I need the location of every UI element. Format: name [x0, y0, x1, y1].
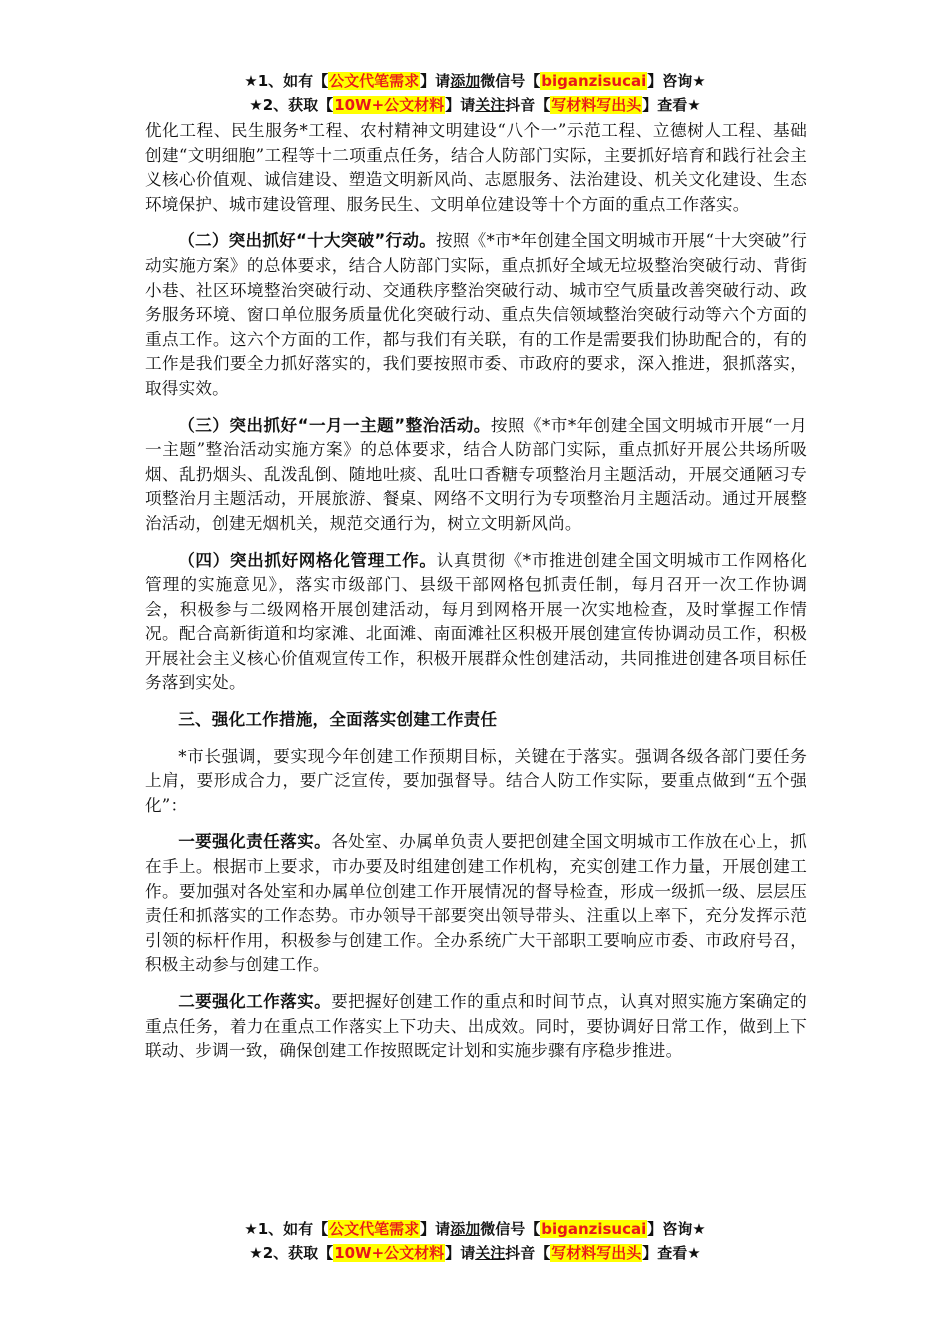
paragraph [145, 830, 807, 978]
promo-underline: 关注 [475, 96, 506, 114]
paragraph-text: 各处室、办属单负责人要把创建全国文明城市工作放在心上，抓在手上。根据市上要求，市办要及时组建创建工作机构，充实创建工作力量，开展创建工作。要加强对各处室和办属单位创建工作开展情况的督导检查，形成一级抓一级、层层压责任和抓落实的工作态势。市办领导干部要突出领导带头、注重以上率下，充分发挥示范引领的标杆作用，积极参与创建工作。全办系统广大干部职工要响应市委、市政府号召，积极主动参与创建工作。 [145, 832, 807, 975]
paragraph [145, 549, 807, 697]
promo-text: ★2、获取【 [249, 96, 334, 114]
promo-text: 微信号【 [480, 1220, 541, 1238]
promo-highlight: 10W+公文材料 [334, 96, 445, 114]
promo-highlight: 公文代笔需求 [329, 1220, 420, 1238]
top-promo-banner [0, 69, 950, 117]
paragraph-text: 要把握好创建工作的重点和时间节点，认真对照实施方案确定的重点任务，着力在重点工作落实上下功夫、出成效。同时，要协调好日常工作，做到上下联动、步调一致，确保创建工作按照既定计划和实施步骤有序稳步推进。 [145, 992, 807, 1061]
promo-wechat-id: biganzisucai [541, 1220, 647, 1238]
paragraph-text: 按照《*市*年创建全国文明城市开展“十大突破”行动实施方案》的总体要求，结合人防部门实际，重点抓好全域无垃圾整治突破行动、背街小巷、社区环境整治突破行动、交通秩序整治突破行动、城市空气质量改善突破行动、政务服务环境、窗口单位服务质量优化突破行动、重点失信领域整治突破行动等六个方面的重点工作。这六个方面的工作，都与我们有关联，有的工作是需要我们协助配合的，有的工作是我们要全力抓好落实的，我们要按照市委、市政府的要求，深入推进，狠抓落实，取得实效。 [145, 231, 808, 398]
promo-douyin-id: 写材料写出头 [551, 1244, 642, 1262]
bottom-promo-banner [0, 1217, 950, 1265]
paragraph-heading: （四）突出抓好网格化管理工作。 [178, 550, 437, 570]
promo-underline: 添加 [450, 72, 481, 90]
paragraph: *市长强调，要实现今年创建工作预期目标，关键在于落实。强调各级各部门要任务上肩，要形成合力，要广泛宣传，要加强督导。结合人防工作实际，要重点做到“五个强化”： [145, 746, 807, 815]
promo-text: 】咨询★ [647, 1220, 706, 1238]
promo-text: 抖音【 [505, 1244, 551, 1262]
promo-underline: 关注 [475, 1244, 506, 1262]
paragraph-heading: 二要强化工作落实。 [178, 992, 332, 1011]
section-heading: 三、强化工作措施，全面落实创建工作责任 [178, 710, 498, 730]
paragraph-text: 认真贯彻《*市推进创建全国文明城市工作网格化管理的实施意见》，落实市级部门、县级干部网格包抓责任制，每月召开一次工作协调会，积极参与二级网格开展创建活动，每月到网格开展一次实地检查，及时掌握工作情况。配合高新街道和均家滩、北面滩、南面滩社区积极开展创建宣传协调动员工作，积极开展社会主义核心价值观宣传工作，积极开展群众性创建活动，共同推进创建各项目标任务落到实处。 [145, 550, 807, 693]
promo-text: ★1、如有【 [244, 72, 329, 90]
paragraph [145, 990, 807, 1064]
document-body [145, 119, 807, 1076]
promo-line-1 [0, 69, 950, 93]
promo-douyin-id: 写材料写出头 [551, 96, 642, 114]
paragraph [145, 229, 807, 401]
promo-text: ★1、如有【 [244, 1220, 329, 1238]
paragraph-heading: （三）突出抓好“一月一主题”整治活动。 [178, 415, 491, 435]
promo-highlight: 公文代笔需求 [329, 72, 420, 90]
paragraph-text: 按照《*市*年创建全国文明城市开展“一月一主题”整治活动实施方案》的总体要求，结合人防部门实际，重点抓好开展公共场所吸烟、乱扔烟头、乱泼乱倒、随地吐痰、乱吐口香糖专项整治月主题活动，开展交通陋习专项整治月主题活动，开展旅游、餐桌、网络不文明行为专项整治月主题活动。通过开展整治活动，创建无烟机关，规范交通行为，树立文明新风尚。 [145, 415, 807, 533]
promo-wechat-id: biganzisucai [541, 72, 647, 90]
promo-line-1 [0, 1217, 950, 1241]
paragraph-heading: 一要强化责任落实。 [178, 832, 332, 852]
promo-underline: 添加 [450, 1220, 481, 1238]
promo-text: 】查看★ [642, 96, 701, 114]
promo-line-2 [0, 1241, 950, 1265]
promo-text: 】请 [445, 96, 476, 114]
promo-text: 】请 [420, 1220, 451, 1238]
promo-text: 】请 [445, 1244, 476, 1262]
paragraph: 优化工程、民生服务*工程、农村精神文明建设“八个一”示范工程、立德树人工程、基础创建“文明细胞”工程等十二项重点任务，结合人防部门实际，主要抓好培育和践行社会主义核心价值观、诚信建设、塑造文明新风尚、志愿服务、法治建设、机关文化建设、生态环境保护、城市建设管理、服务民生、文明单位建设等十个方面的重点工作落实。 [145, 121, 807, 214]
paragraph-heading: （二）突出抓好“十大突破”行动。 [178, 231, 437, 251]
promo-highlight: 10W+公文材料 [334, 1244, 445, 1262]
paragraph [145, 414, 807, 537]
promo-text: 】查看★ [642, 1244, 701, 1262]
promo-text: 】请 [420, 72, 451, 90]
promo-text: 】咨询★ [647, 72, 706, 90]
promo-text: 微信号【 [480, 72, 541, 90]
promo-text: ★2、获取【 [249, 1244, 334, 1262]
promo-line-2 [0, 93, 950, 117]
promo-text: 抖音【 [505, 96, 551, 114]
